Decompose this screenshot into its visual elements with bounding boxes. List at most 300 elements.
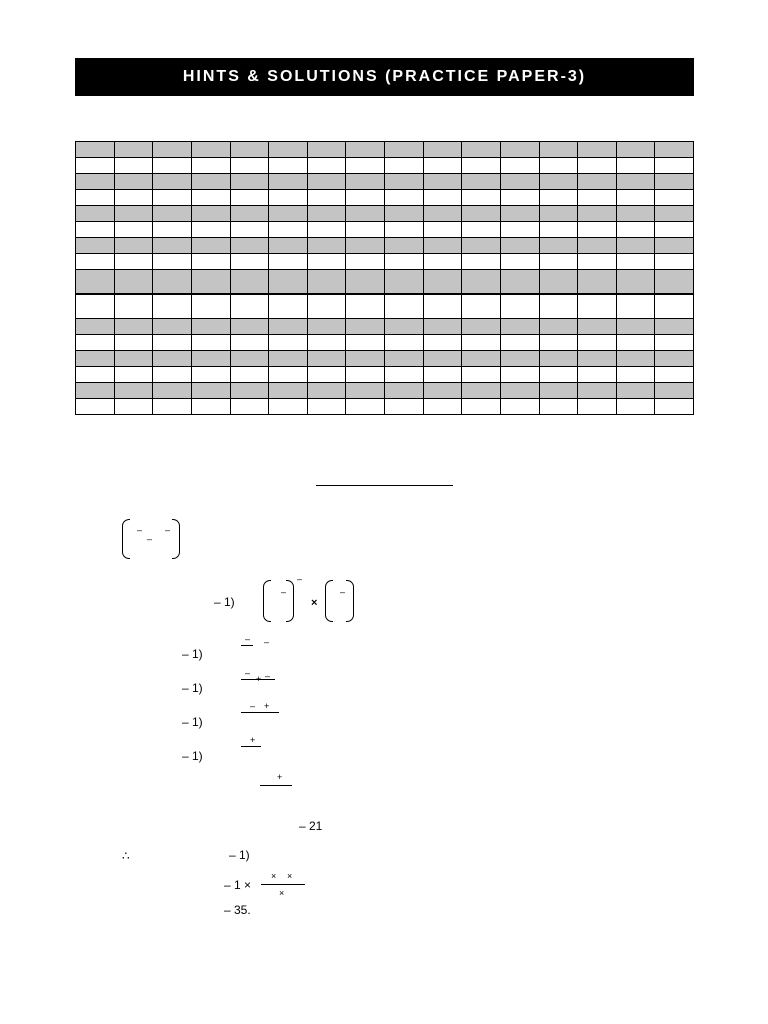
grid-cell (578, 270, 617, 294)
grid-cell (500, 366, 539, 382)
grid-cell (616, 190, 655, 206)
fraction-sign: – (245, 668, 251, 678)
grid-cell (462, 142, 501, 158)
grid-cell (462, 318, 501, 334)
vector-sign: – (340, 587, 346, 597)
grid-cell (114, 334, 153, 350)
grid-cell (655, 334, 694, 350)
grid-cell (616, 174, 655, 190)
grid-cell (114, 222, 153, 238)
grid-cell (230, 158, 269, 174)
grid-cell (76, 174, 115, 190)
grid-cell (76, 350, 115, 366)
grid-cell (76, 206, 115, 222)
grid-cell (269, 190, 308, 206)
grid-cell (230, 174, 269, 190)
grid-cell (346, 222, 385, 238)
grid-cell (307, 254, 346, 270)
grid-cell (230, 142, 269, 158)
left-bracket (263, 580, 271, 622)
grid-cell (153, 158, 192, 174)
grid-cell (385, 270, 424, 294)
grid-cell (230, 318, 269, 334)
grid-cell (500, 254, 539, 270)
grid-cell (230, 398, 269, 414)
grid-cell (191, 366, 230, 382)
grid-cell (153, 366, 192, 382)
fraction-bar (241, 645, 253, 646)
fraction-sign: – (264, 637, 270, 647)
right-bracket (346, 580, 354, 622)
grid-cell (153, 190, 192, 206)
grid-cell (655, 206, 694, 222)
grid-row (76, 270, 694, 294)
grid-cell (462, 206, 501, 222)
grid-cell (230, 222, 269, 238)
cross-product-sign: × (311, 597, 318, 609)
grid-row (76, 190, 694, 206)
fraction-bar (261, 884, 305, 885)
grid-cell (578, 398, 617, 414)
grid-row (76, 222, 694, 238)
grid-row (76, 254, 694, 270)
grid-cell (423, 222, 462, 238)
grid-cell (423, 190, 462, 206)
grid-cell (153, 334, 192, 350)
grid-cell (230, 270, 269, 294)
fraction-bar (241, 746, 261, 747)
grid-cell (76, 238, 115, 254)
grid-cell (76, 190, 115, 206)
grid-cell (500, 270, 539, 294)
grid-cell (385, 294, 424, 318)
grid-cell (655, 382, 694, 398)
grid-cell (346, 334, 385, 350)
page-title-banner (75, 58, 694, 96)
grid-cell (423, 334, 462, 350)
grid-cell (76, 366, 115, 382)
grid-cell (423, 174, 462, 190)
grid-cell (539, 318, 578, 334)
grid-cell (269, 318, 308, 334)
grid-cell (539, 382, 578, 398)
grid-cell (346, 366, 385, 382)
grid-cell (655, 350, 694, 366)
grid-cell (346, 398, 385, 414)
fraction-sign: × (287, 871, 293, 881)
fraction-sign: × (271, 871, 277, 881)
grid-cell (655, 398, 694, 414)
grid-cell (346, 174, 385, 190)
grid-cell (578, 254, 617, 270)
grid-cell (346, 158, 385, 174)
grid-cell (346, 254, 385, 270)
fraction-sign: + (264, 701, 270, 711)
grid-cell (269, 142, 308, 158)
grid-cell (307, 222, 346, 238)
grid-row (76, 206, 694, 222)
grid-cell (153, 382, 192, 398)
grid-cell (423, 254, 462, 270)
grid-cell (269, 294, 308, 318)
grid-cell (655, 270, 694, 294)
grid-cell (655, 142, 694, 158)
grid-cell (578, 294, 617, 318)
grid-cell (114, 206, 153, 222)
equation-lhs: – 1) (182, 681, 203, 695)
grid-cell (114, 238, 153, 254)
grid-cell (230, 206, 269, 222)
grid-cell (578, 206, 617, 222)
grid-cell (191, 334, 230, 350)
vector-sign: – (165, 525, 171, 535)
grid-cell (616, 334, 655, 350)
grid-cell (655, 238, 694, 254)
grid-cell (191, 318, 230, 334)
grid-cell (578, 142, 617, 158)
grid-cell (153, 206, 192, 222)
grid-cell (655, 158, 694, 174)
grid-cell (346, 206, 385, 222)
grid-cell (114, 158, 153, 174)
grid-cell (76, 382, 115, 398)
grid-cell (462, 294, 501, 318)
grid-cell (269, 350, 308, 366)
grid-cell (230, 382, 269, 398)
grid-cell (76, 334, 115, 350)
grid-cell (230, 238, 269, 254)
left-bracket (122, 519, 130, 559)
equation-lhs: – 1) (182, 647, 203, 661)
grid-cell (500, 222, 539, 238)
grid-cell (346, 294, 385, 318)
grid-cell (114, 190, 153, 206)
grid-cell (76, 222, 115, 238)
equation-lhs: – 1) (182, 749, 203, 763)
grid-cell (539, 294, 578, 318)
grid-cell (385, 158, 424, 174)
grid-cell (500, 294, 539, 318)
grid-row (76, 382, 694, 398)
grid-cell (500, 398, 539, 414)
grid-cell (539, 334, 578, 350)
fraction-sign: × (279, 888, 285, 898)
grid-row (76, 366, 694, 382)
grid-cell (539, 142, 578, 158)
fraction-sign: + (250, 735, 256, 745)
grid-cell (346, 382, 385, 398)
computed-value: – 21 (299, 819, 323, 833)
grid-cell (539, 238, 578, 254)
fraction-sign: – (250, 701, 256, 711)
grid-cell (616, 254, 655, 270)
grid-cell (385, 222, 424, 238)
grid-cell (578, 350, 617, 366)
grid-cell (462, 238, 501, 254)
grid-cell (423, 350, 462, 366)
grid-cell (307, 294, 346, 318)
grid-cell (307, 350, 346, 366)
grid-cell (114, 254, 153, 270)
grid-cell (269, 334, 308, 350)
grid-cell (423, 398, 462, 414)
grid-cell (191, 270, 230, 294)
grid-cell (269, 366, 308, 382)
grid-cell (153, 270, 192, 294)
grid-cell (578, 174, 617, 190)
exponent-sign: – (297, 574, 303, 584)
grid-cell (153, 174, 192, 190)
grid-cell (462, 190, 501, 206)
grid-cell (114, 174, 153, 190)
grid-cell (385, 174, 424, 190)
grid-cell (423, 366, 462, 382)
grid-cell (269, 254, 308, 270)
grid-cell (655, 222, 694, 238)
grid-cell (114, 366, 153, 382)
grid-cell (269, 158, 308, 174)
grid-cell (500, 142, 539, 158)
grid-cell (616, 206, 655, 222)
grid-cell (346, 190, 385, 206)
grid-cell (307, 206, 346, 222)
grid-cell (76, 398, 115, 414)
grid-cell (500, 318, 539, 334)
grid-cell (578, 222, 617, 238)
grid-cell (385, 206, 424, 222)
final-result: – 35. (224, 903, 251, 917)
grid-cell (307, 398, 346, 414)
grid-cell (346, 142, 385, 158)
grid-cell (616, 366, 655, 382)
grid-cell (423, 270, 462, 294)
grid-cell (269, 270, 308, 294)
equation-lhs: – 1 × (224, 878, 252, 892)
grid-cell (76, 158, 115, 174)
grid-cell (191, 254, 230, 270)
grid-cell (539, 254, 578, 270)
grid-cell (230, 190, 269, 206)
grid-cell (114, 318, 153, 334)
grid-cell (539, 366, 578, 382)
grid-cell (385, 142, 424, 158)
grid-cell (269, 398, 308, 414)
grid-cell (269, 174, 308, 190)
grid-cell (500, 158, 539, 174)
grid-cell (191, 238, 230, 254)
grid-cell (114, 350, 153, 366)
grid-cell (191, 174, 230, 190)
grid-cell (385, 254, 424, 270)
grid-cell (423, 382, 462, 398)
grid-cell (153, 294, 192, 318)
vector-sign: – (281, 587, 287, 597)
grid-cell (114, 142, 153, 158)
grid-cell (462, 382, 501, 398)
fraction-bar (241, 712, 279, 713)
grid-cell (307, 334, 346, 350)
grid-cell (230, 254, 269, 270)
grid-cell (191, 382, 230, 398)
grid-row (76, 294, 694, 318)
grid-cell (385, 318, 424, 334)
equation-lhs: – 1) (229, 848, 250, 862)
grid-cell (153, 398, 192, 414)
grid-cell (307, 366, 346, 382)
grid-cell (385, 382, 424, 398)
vector-sign: – (147, 534, 153, 544)
grid-cell (616, 294, 655, 318)
grid-cell (462, 366, 501, 382)
page-title: HINTS & SOLUTIONS (PRACTICE PAPER-3) (182, 68, 587, 85)
grid-row (76, 334, 694, 350)
grid-cell (616, 350, 655, 366)
grid-cell (462, 350, 501, 366)
grid-cell (423, 238, 462, 254)
grid-cell (346, 270, 385, 294)
grid-row (76, 398, 694, 414)
grid-cell (578, 158, 617, 174)
grid-cell (230, 350, 269, 366)
grid-row (76, 318, 694, 334)
grid-cell (616, 382, 655, 398)
grid-cell (191, 398, 230, 414)
grid-cell (307, 142, 346, 158)
grid-cell (539, 270, 578, 294)
grid-cell (423, 294, 462, 318)
grid-cell (307, 174, 346, 190)
grid-cell (462, 158, 501, 174)
fraction-bar (260, 785, 292, 786)
grid-cell (423, 142, 462, 158)
grid-cell (385, 190, 424, 206)
grid-cell (153, 238, 192, 254)
grid-row (76, 174, 694, 190)
grid-cell (307, 382, 346, 398)
grid-cell (191, 222, 230, 238)
grid-cell (191, 190, 230, 206)
grid-cell (616, 318, 655, 334)
grid-cell (578, 334, 617, 350)
grid-cell (153, 142, 192, 158)
grid-cell (230, 334, 269, 350)
grid-row (76, 238, 694, 254)
grid-cell (230, 294, 269, 318)
fraction-sign: – (245, 634, 251, 644)
grid-cell (423, 158, 462, 174)
grid-cell (307, 270, 346, 294)
grid-cell (462, 254, 501, 270)
grid-cell (539, 398, 578, 414)
grid-cell (655, 174, 694, 190)
vector-sign: – (137, 525, 143, 535)
grid-cell (462, 334, 501, 350)
grid-cell (191, 294, 230, 318)
grid-cell (578, 382, 617, 398)
fraction-sign: – (265, 671, 271, 681)
grid-cell (230, 366, 269, 382)
grid-cell (539, 350, 578, 366)
grid-cell (191, 158, 230, 174)
grid-cell (76, 142, 115, 158)
grid-cell (153, 222, 192, 238)
grid-cell (616, 238, 655, 254)
grid-row (76, 158, 694, 174)
grid-cell (307, 318, 346, 334)
grid-cell (500, 206, 539, 222)
grid-cell (76, 294, 115, 318)
grid-cell (385, 350, 424, 366)
right-bracket (172, 519, 180, 559)
grid-cell (616, 222, 655, 238)
grid-cell (385, 238, 424, 254)
grid-cell (655, 366, 694, 382)
grid-cell (578, 318, 617, 334)
therefore-symbol: ∴ (122, 849, 130, 863)
grid-cell (114, 270, 153, 294)
grid-cell (500, 334, 539, 350)
grid-cell (423, 318, 462, 334)
grid-cell (539, 158, 578, 174)
grid-cell (191, 142, 230, 158)
grid-cell (578, 238, 617, 254)
grid-cell (114, 398, 153, 414)
grid-cell (462, 222, 501, 238)
grid-row (76, 142, 694, 158)
equation-lhs: – 1) (182, 715, 203, 729)
grid-cell (385, 366, 424, 382)
grid-cell (500, 174, 539, 190)
grid-cell (76, 318, 115, 334)
grid-cell (385, 334, 424, 350)
grid-cell (500, 350, 539, 366)
grid-cell (269, 238, 308, 254)
grid-cell (153, 254, 192, 270)
grid-cell (539, 174, 578, 190)
fraction-sign: + (277, 772, 283, 782)
answer-grid (75, 141, 694, 415)
grid-cell (269, 206, 308, 222)
grid-cell (500, 382, 539, 398)
grid-cell (655, 294, 694, 318)
grid-cell (191, 350, 230, 366)
grid-cell (578, 366, 617, 382)
left-bracket (325, 580, 333, 622)
grid-cell (616, 270, 655, 294)
grid-cell (307, 190, 346, 206)
grid-cell (385, 398, 424, 414)
grid-cell (462, 270, 501, 294)
grid-cell (500, 190, 539, 206)
grid-cell (616, 398, 655, 414)
grid-cell (114, 294, 153, 318)
grid-cell (539, 222, 578, 238)
grid-cell (346, 350, 385, 366)
grid-cell (191, 206, 230, 222)
fraction-sign: + (256, 674, 262, 684)
grid-cell (462, 174, 501, 190)
grid-cell (539, 206, 578, 222)
grid-cell (655, 254, 694, 270)
grid-cell (500, 238, 539, 254)
grid-cell (153, 350, 192, 366)
right-bracket (286, 580, 294, 622)
grid-cell (423, 206, 462, 222)
grid-cell (76, 254, 115, 270)
grid-row (76, 350, 694, 366)
grid-cell (269, 222, 308, 238)
grid-cell (655, 190, 694, 206)
